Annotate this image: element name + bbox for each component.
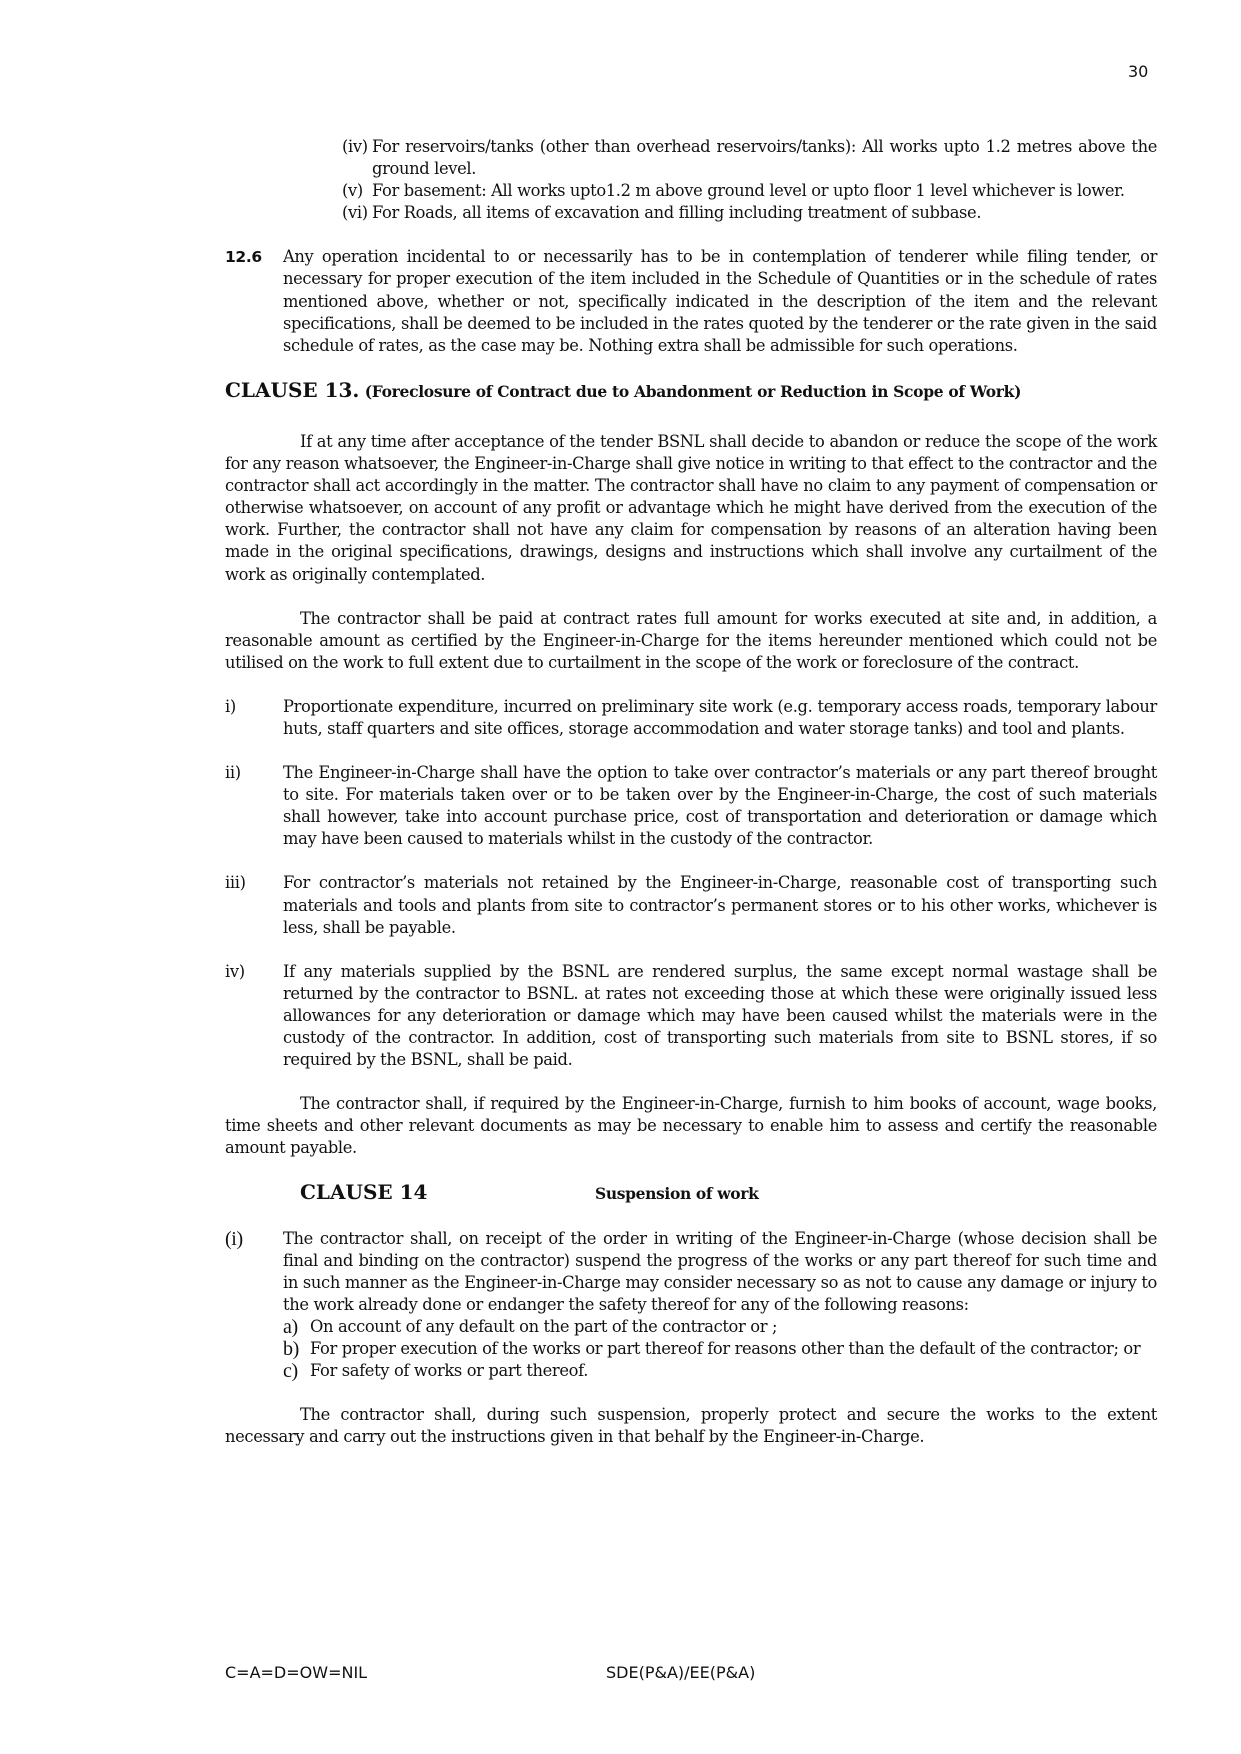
- reason-label: b): [283, 1338, 299, 1361]
- page-number: 30: [1128, 62, 1149, 81]
- document-body: [225, 136, 1157, 1448]
- clause-13-item: [225, 696, 1157, 740]
- footer-center: SDE(P&A)/EE(P&A): [606, 1663, 756, 1682]
- footer-left: C=A=D=OW=NIL: [225, 1663, 368, 1682]
- item-text: Proportionate expenditure, incurred on preliminary site work (e.g. temporary access roads, temporary labour huts, staff quarters and site offices, storage accommodation and water storage tanks) and tool and plants.: [283, 696, 1157, 738]
- item-label: ii): [225, 763, 241, 783]
- clause-title: CLAUSE 13.: [225, 377, 360, 402]
- clause-13-paragraph-3: The contractor shall, if required by the Engineer-in-Charge, furnish to him books of account, wage books, time sheets and other relevant documents as may be necessary to enable him to assess and certify the reasonable amount payable.: [225, 1094, 1157, 1158]
- list-item: [342, 202, 1157, 224]
- clause-13-item: [225, 961, 1157, 1071]
- paragraph-12-6: [225, 246, 1157, 356]
- item-label: iii): [225, 873, 246, 893]
- reason-label: c): [283, 1360, 298, 1383]
- clause-14-heading: [300, 1181, 1157, 1205]
- list-item-label: (v): [342, 181, 363, 201]
- item-label: iv): [225, 961, 245, 981]
- reason-item: [283, 1338, 1157, 1360]
- list-item: [342, 180, 1157, 202]
- list-item-label: (vi): [342, 203, 368, 223]
- clause-13-item: [225, 872, 1157, 938]
- clause-14-closing: The contractor shall, during such suspension, properly protect and secure the works to the extent necessary and carry out the instructions given in that behalf by the Engineer-in-Charge.: [225, 1405, 1157, 1447]
- reason-item: [283, 1316, 1157, 1338]
- item-text: For contractor’s materials not retained by the Engineer-in-Charge, reasonable cost of transporting such materials and tools and plants from site to contractor’s permanent stores or to his other works, whichever is less, shall be payable.: [283, 873, 1157, 937]
- item-text: If any materials supplied by the BSNL are rendered surplus, the same except normal wastage shall be returned by the contractor to BSNL. at rates not exceeding those at which these were originally issued less allowances for any deterioration or damage which may have been caused whilst the materials were in the custody of the contractor. In addition, cost of transporting such materials from site to BSNL stores, if so required by the BSNL, shall be paid.: [283, 961, 1157, 1070]
- list-item-text: For reservoirs/tanks (other than overhead reservoirs/tanks): All works upto 1.2 metres above the ground level.: [372, 137, 1157, 179]
- reason-text: On account of any default on the part of the contractor or ;: [310, 1316, 778, 1336]
- list-item: [342, 136, 1157, 180]
- item-label: (i): [225, 1227, 243, 1250]
- clause-13-paragraph-2: The contractor shall be paid at contract rates full amount for works executed at site and, in addition, a reasonable amount as certified by the Engineer-in-Charge for the items hereunder mentioned which could not be utilised on the work to full extent due to curtailment in the scope of the work or foreclosure of the contract.: [225, 608, 1157, 672]
- paragraph-text: Any operation incidental to or necessarily has to be in contemplation of tenderer while filing tender, or necessary for proper execution of the item included in the Schedule of Quantities or in the schedule of rates mentioned above, whether or not, specifically indicated in the description of the item and the relevant specifications, shall be deemed to be included in the rates quoted by the tenderer or the rate given in the said schedule of rates, as the case may be. Nothing extra shall be admissible for such operations.: [283, 247, 1157, 355]
- paragraph-number: 12.6: [225, 248, 262, 267]
- list-item-label: (iv): [342, 137, 368, 156]
- reasons-list: [283, 1316, 1157, 1382]
- clause-title: CLAUSE 14: [300, 1180, 428, 1205]
- clause-subtitle: (Foreclosure of Contract due to Abandonment or Reduction in Scope of Work): [364, 381, 1022, 401]
- reason-text: For safety of works or part thereof.: [310, 1361, 589, 1381]
- clause-14-item: [225, 1228, 1157, 1383]
- clause-13-item: [225, 762, 1157, 850]
- clause-13-paragraph-1: If at any time after acceptance of the tender BSNL shall decide to abandon or reduce the scope of the work for any reason whatsoever, the Engineer-in-Charge shall give notice in writing to that effect to the contractor and the contractor shall act accordingly in the matter. The contractor shall have no claim to any payment of compensation or otherwise whatsoever, on account of any profit or advantage which he might have derived from the execution of the work. Further, the contractor shall not have any claim for compensation by reasons of an alteration having been made in the original specifications, drawings, designs and instructions which shall involve any curtailment of the work as originally contemplated.: [225, 431, 1157, 584]
- reason-text: For proper execution of the works or part thereof for reasons other than the default of the contractor; or: [310, 1339, 1141, 1359]
- reason-item: [283, 1360, 1157, 1382]
- item-text: The contractor shall, on receipt of the order in writing of the Engineer-in-Charge (whose decision shall be final and binding on the contractor) suspend the progress of the works or any part thereof for such time and in such manner as the Engineer-in-Charge may consider necessary so as not to cause any damage or injury to the work already done or endanger the safety thereof for any of the following reasons:: [283, 1228, 1157, 1314]
- clause-13-heading: [225, 379, 1157, 403]
- top-sublist: [342, 136, 1157, 224]
- clause-subtitle: Suspension of work: [595, 1184, 759, 1204]
- list-item-text: For Roads, all items of excavation and filling including treatment of subbase.: [372, 203, 982, 223]
- item-label: i): [225, 696, 236, 716]
- item-text: The Engineer-in-Charge shall have the option to take over contractor’s materials or any part thereof brought to site. For materials taken over or to be taken over by the Engineer-in-Charge, the cost of such materials shall however, take into account purchase price, cost of transportation and deterioration or damage which may have been caused to materials whilst in the custody of the contractor.: [283, 763, 1157, 849]
- reason-label: a): [283, 1315, 298, 1338]
- list-item-text: For basement: All works upto1.2 m above ground level or upto floor 1 level whichever is lower.: [372, 181, 1125, 201]
